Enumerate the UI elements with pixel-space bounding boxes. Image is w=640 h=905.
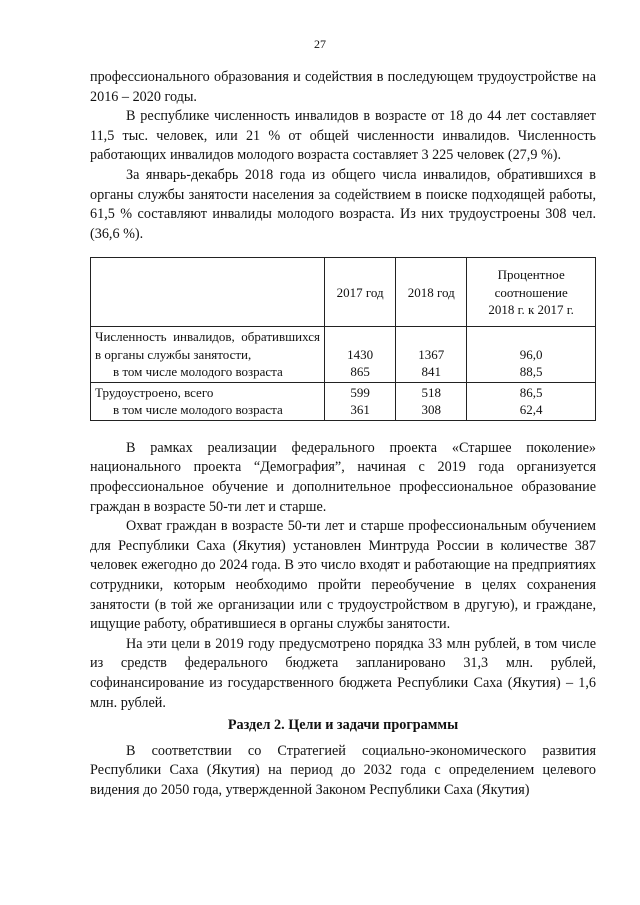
page-number: 27	[314, 37, 326, 51]
cell-percent	[467, 327, 596, 383]
paragraph: В рамках реализации федерального проекта «Старшее поколение» национального проекта “Демография”, начиная с 2019 года организуется профессиональное обучение и дополнительное профессиональное образование граждан в возрасте 50-ти лет и старше.	[90, 439, 596, 515]
cell-2017	[324, 327, 395, 383]
paragraph: профессионального образования и содействия в последующем трудоустройстве на 2016 – 2020 годы.	[90, 69, 596, 105]
section-heading: Раздел 2. Цели и задачи программы	[227, 717, 459, 734]
cell-value-sub: 361	[350, 402, 370, 418]
row-label	[91, 382, 325, 420]
cell-2018	[396, 327, 467, 383]
table-header-percent	[467, 258, 596, 327]
cell-value: 599	[350, 384, 370, 400]
cell-value-sub: 865	[350, 364, 370, 380]
cell-value: 96,0	[519, 346, 543, 362]
row-label-main: Численность инвалидов, обратившихся в органы службы занятости,	[95, 329, 320, 362]
paragraph: В соответствии со Стратегией социально-экономического развития Республики Саха (Якутия) на период до 2032 года с определением целевого видения до 2050 года, утвержденной Законом Республики Саха (Якутия)	[90, 742, 596, 798]
row-label-main: Трудоустроено, всего	[95, 384, 214, 400]
cell-value: 1367	[418, 346, 445, 362]
paragraph: Охват граждан в возрасте 50-ти лет и старше профессиональным обучением для Республики Саха (Якутия) установлен Минтруда России в количестве 387 человек ежегодно до 2024 года. В это число входят и работающие на предприятиях сотрудники, которым необходимо пройти переобучение в целях сохранения занятости (в той же организации или с трудоустройством в другую), и граждане, ищущие работу, обратившиеся в органы службы занятости.	[90, 518, 596, 633]
cell-value: 1430	[347, 346, 374, 362]
table-row	[91, 327, 596, 383]
table-header-2018: 2018 год	[396, 258, 467, 327]
statistics-table	[90, 257, 596, 421]
cell-2017	[324, 382, 395, 420]
cell-value: 518	[421, 384, 441, 400]
row-label	[91, 327, 325, 383]
table-header-2017: 2017 год	[324, 258, 395, 327]
cell-value-sub: 88,5	[519, 364, 543, 380]
row-label-sub: в том числе молодого возраста	[113, 402, 283, 418]
paragraph: В республике численность инвалидов в возрасте от 18 до 44 лет составляет 11,5 тыс. человек, или 21 % от общей численности инвалидов. Численность работающих инвалидов молодого возраста составляет 3 225 человек (27,9 %).	[90, 108, 596, 164]
header-line: 2018 г. к 2017 г.	[488, 302, 574, 318]
cell-value-sub: 308	[421, 402, 441, 418]
table-row	[91, 382, 596, 420]
document-body	[90, 68, 596, 801]
cell-value-sub: 841	[421, 364, 441, 380]
cell-value-sub: 62,4	[519, 402, 543, 418]
paragraph: На эти цели в 2019 году предусмотрено порядка 33 млн рублей, в том числе из средств федерального бюджета запланировано 31,3 млн. рублей, софинансирование из государственного бюджета Республики Саха (Якутия) – 1,6 млн. рублей.	[90, 635, 596, 711]
table-header-label	[91, 258, 325, 327]
header-line: Процентное	[497, 267, 565, 283]
cell-percent	[467, 382, 596, 420]
cell-2018	[396, 382, 467, 420]
header-line: соотношение	[494, 284, 568, 300]
row-label-sub: в том числе молодого возраста	[113, 364, 283, 380]
paragraph: За январь-декабрь 2018 года из общего числа инвалидов, обратившихся в органы службы занятости населения за содействием в поиске подходящей работы, 61,5 % составляют инвалиды молодого возраста. Из них трудоустроены 308 чел. (36,6 %).	[90, 166, 596, 242]
cell-value: 86,5	[519, 384, 543, 400]
table-header-row	[91, 258, 596, 327]
